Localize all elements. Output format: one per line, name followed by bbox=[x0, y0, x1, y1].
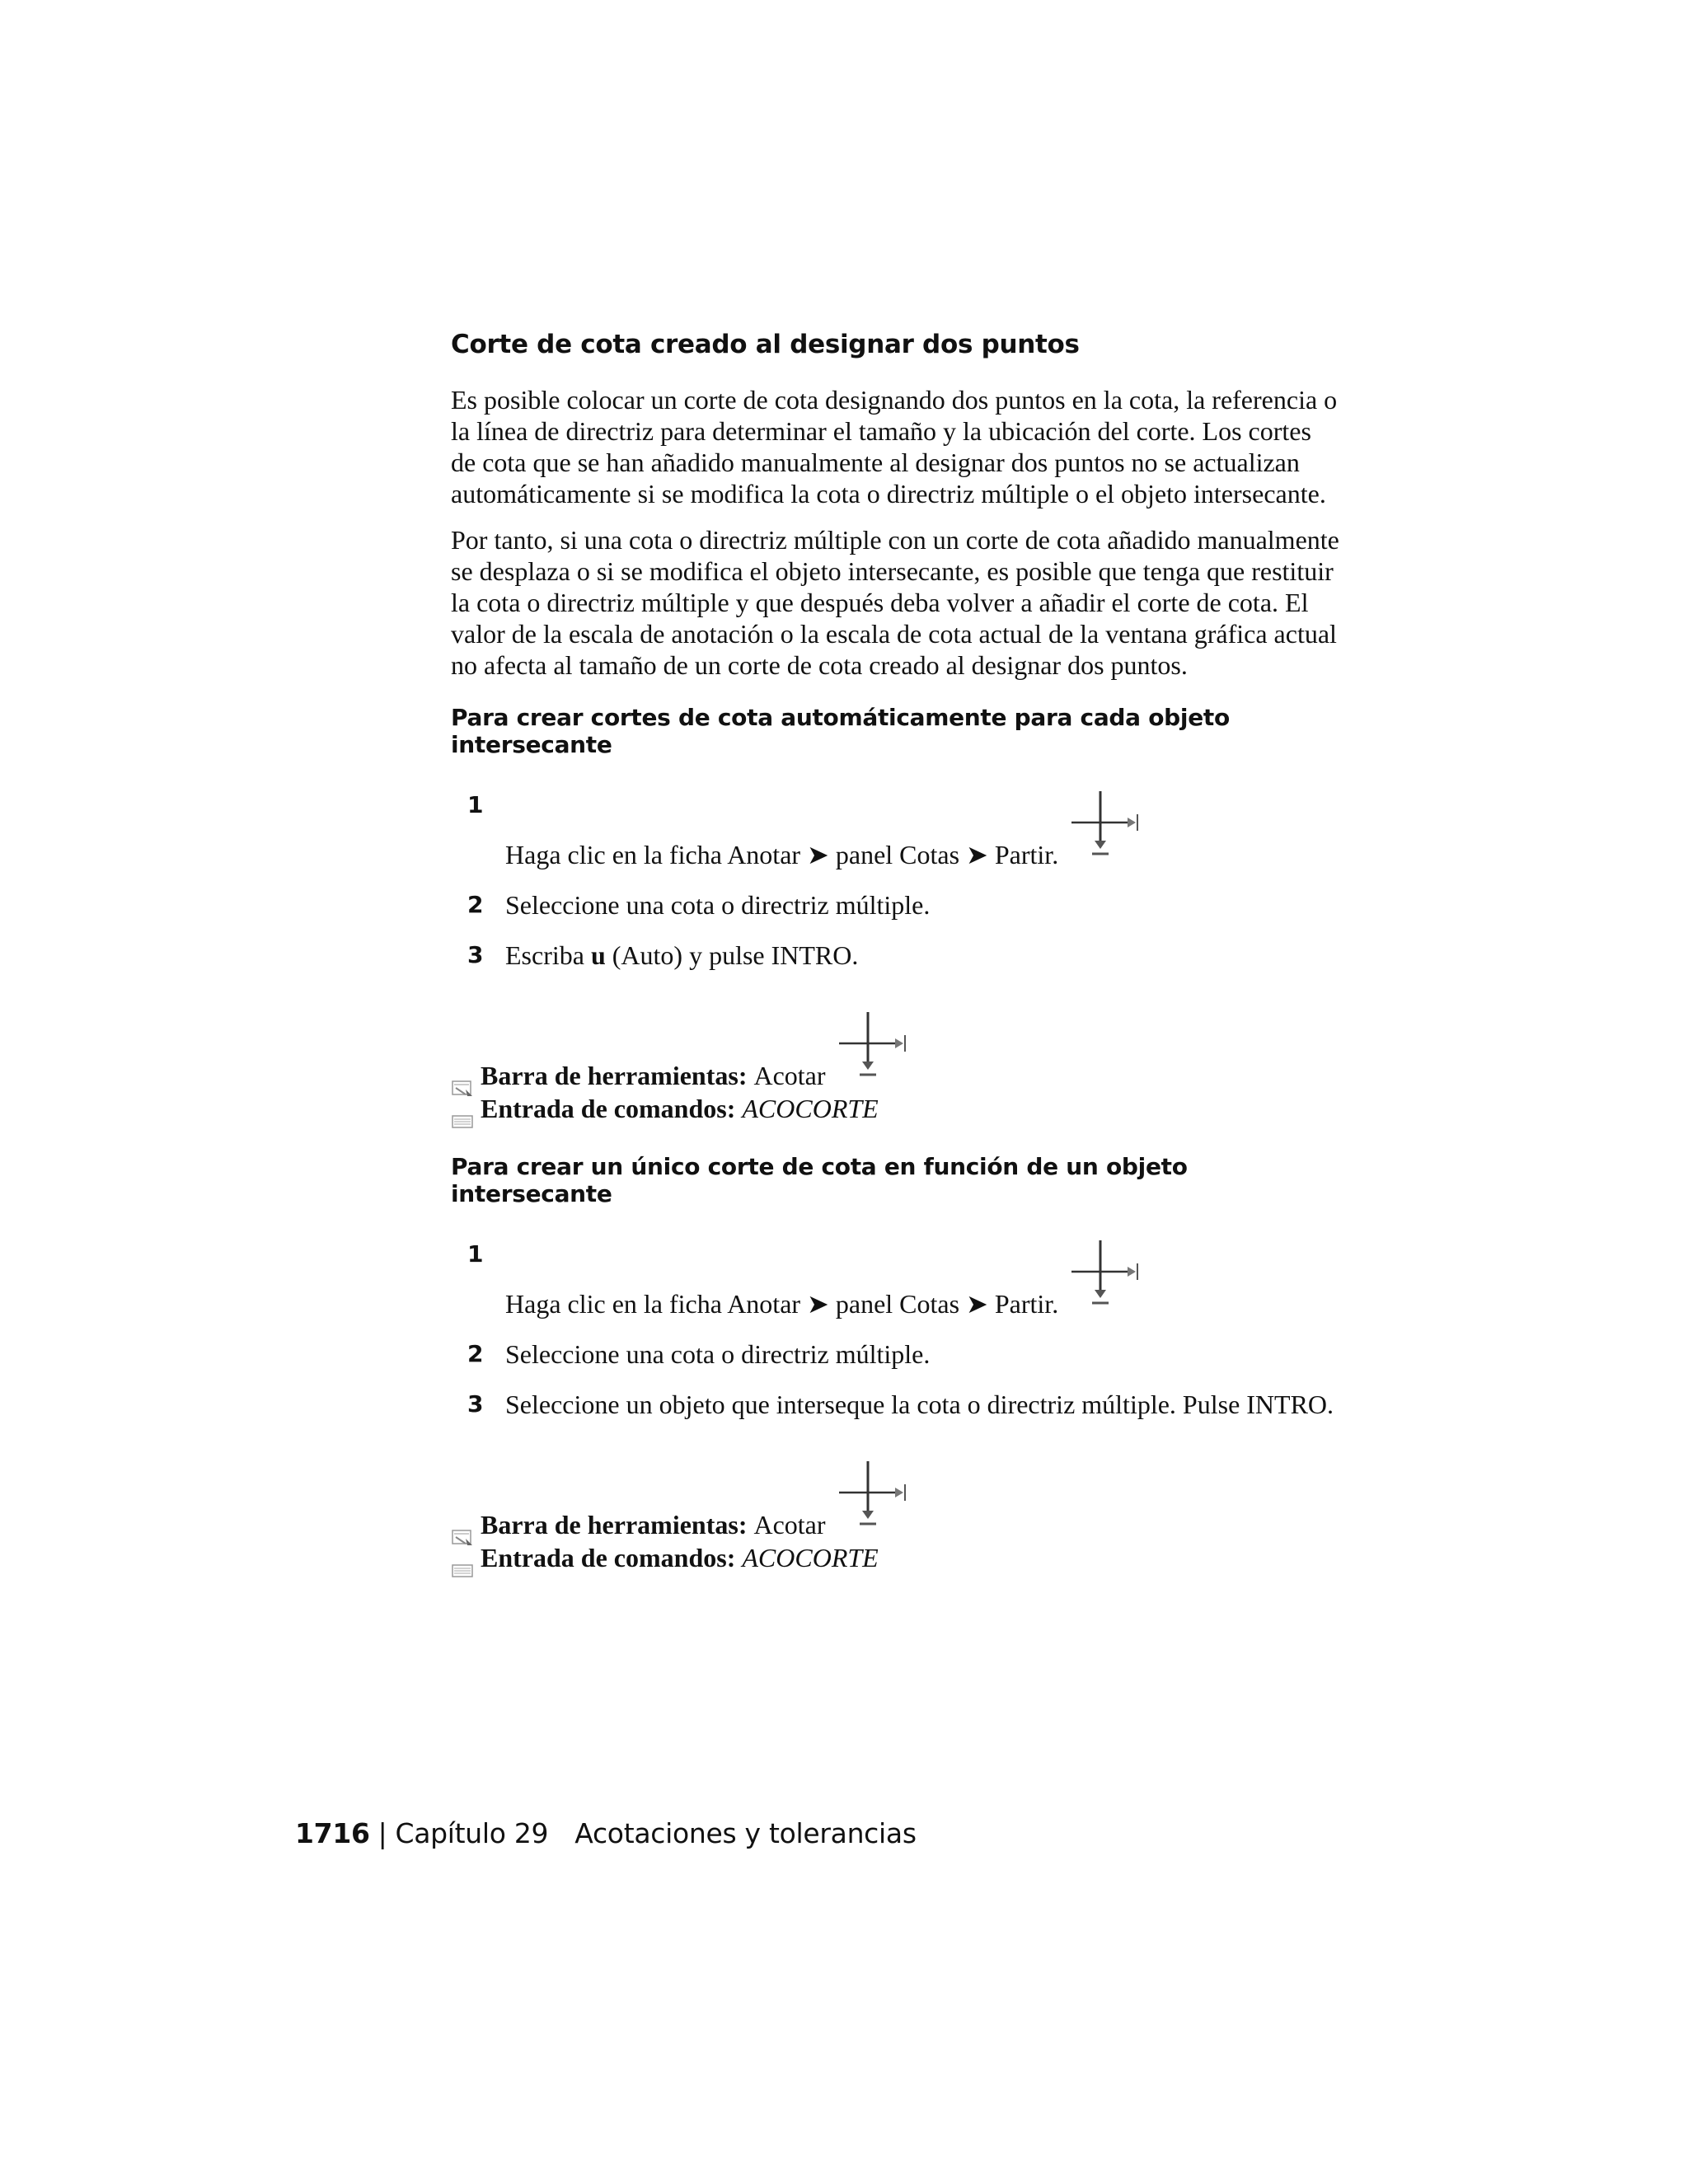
step-number: 3 bbox=[467, 1390, 484, 1418]
step-text-pre: Escriba bbox=[505, 940, 591, 970]
step-number: 2 bbox=[467, 1340, 484, 1367]
procedure-1-steps bbox=[451, 790, 1341, 971]
step-item bbox=[451, 889, 1341, 921]
command-ref bbox=[451, 1541, 1341, 1574]
dimension-break-icon bbox=[1070, 790, 1146, 870]
toolbar-value: Acotar bbox=[753, 1061, 826, 1090]
toolbar-icon bbox=[451, 1521, 476, 1541]
toolbar-icon bbox=[451, 1072, 476, 1092]
procedure-2-title: Para crear un único corte de cota en función de un objeto intersecante bbox=[451, 1153, 1188, 1207]
toolbar-label: Barra de herramientas: bbox=[481, 1061, 748, 1090]
command-ref bbox=[451, 1092, 1341, 1125]
step-item bbox=[451, 940, 1341, 971]
dimension-break-icon bbox=[1070, 1239, 1146, 1319]
toolbar-ref bbox=[451, 1460, 1341, 1541]
section-heading: Corte de cota creado al designar dos puntos bbox=[451, 330, 1080, 359]
step-item bbox=[451, 1338, 1341, 1370]
paragraph-1: Es posible colocar un corte de cota designando dos puntos en la cota, la referencia o la línea de directriz para determinar el tamaño y la ubicación del corte. Los cortes de cota que se han añadido manualmente al designar dos puntos no se actualizan automáticamente si se modifica la cota o directriz múltiple o el objeto intersecante. bbox=[451, 385, 1338, 509]
step-item bbox=[451, 1239, 1341, 1319]
step-number: 1 bbox=[467, 1240, 484, 1268]
step-item bbox=[451, 1389, 1341, 1420]
step-number: 2 bbox=[467, 891, 484, 918]
step-text: Haga clic en la ficha Anotar ➤ panel Cotas ➤ Partir. bbox=[505, 840, 1059, 869]
command-line-icon bbox=[451, 1554, 476, 1574]
procedure-2-steps bbox=[451, 1239, 1341, 1420]
step-number: 1 bbox=[467, 791, 484, 818]
command-label: Entrada de comandos: bbox=[481, 1543, 736, 1572]
page-content bbox=[451, 330, 1341, 1574]
chapter-title: Acotaciones y tolerancias bbox=[574, 1817, 917, 1849]
step-text-post: (Auto) y pulse INTRO. bbox=[605, 940, 859, 970]
footer-separator: | bbox=[377, 1817, 387, 1849]
page-footer bbox=[295, 1817, 917, 1849]
toolbar-label: Barra de herramientas: bbox=[481, 1510, 748, 1540]
step-text: Seleccione una cota o directriz múltiple. bbox=[505, 890, 931, 920]
step-text: Seleccione un objeto que interseque la cota o directriz múltiple. Pulse INTRO. bbox=[505, 1390, 1334, 1419]
procedure-1-refs bbox=[451, 1010, 1341, 1125]
step-text-bold: u bbox=[590, 940, 606, 970]
step-number: 3 bbox=[467, 941, 484, 968]
step-item bbox=[451, 790, 1341, 870]
page-number: 1716 bbox=[295, 1817, 370, 1849]
toolbar-value: Acotar bbox=[753, 1510, 826, 1540]
step-text: Haga clic en la ficha Anotar ➤ panel Cotas ➤ Partir. bbox=[505, 1289, 1059, 1319]
command-value: ACOCORTE bbox=[742, 1543, 879, 1572]
chapter-label: Capítulo 29 bbox=[395, 1817, 549, 1849]
command-label: Entrada de comandos: bbox=[481, 1094, 736, 1123]
paragraph-2: Por tanto, si una cota o directriz múltiple con un corte de cota añadido manualmente se desplaza o si se modifica el objeto intersecante, es posible que tenga que restituir la cota o directriz múltiple y que después deba volver a añadir el corte de cota. El valor de la escala de anotación o la escala de cota actual de la ventana gráfica actual no afecta al tamaño de un corte de cota creado al designar dos puntos. bbox=[451, 525, 1339, 680]
procedure-2-refs bbox=[451, 1460, 1341, 1574]
dimension-break-icon bbox=[837, 1460, 913, 1541]
command-value: ACOCORTE bbox=[742, 1094, 879, 1123]
dimension-break-icon bbox=[837, 1010, 913, 1092]
command-line-icon bbox=[451, 1105, 476, 1125]
step-text: Seleccione una cota o directriz múltiple. bbox=[505, 1339, 931, 1369]
procedure-1-title: Para crear cortes de cota automáticamente para cada objeto intersecante bbox=[451, 704, 1230, 758]
toolbar-ref bbox=[451, 1010, 1341, 1092]
